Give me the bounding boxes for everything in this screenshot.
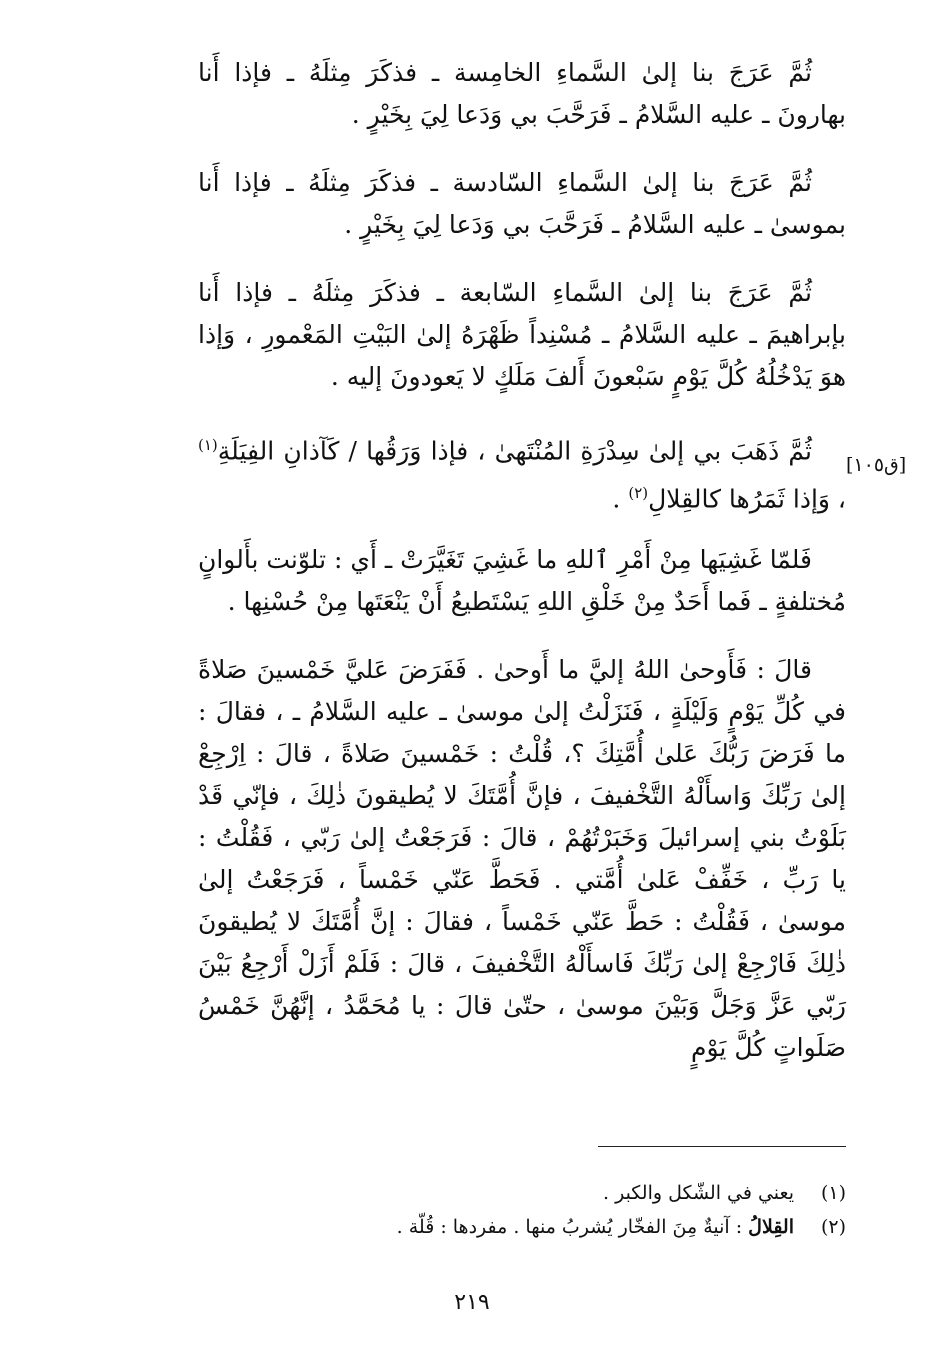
sidrah-text-b: ، وَإذا ثَمَرُها كالقِلالِ: [648, 484, 846, 514]
footnote-mark-2: (٢): [628, 484, 649, 503]
footnote-text: : آنيةٌ مِنَ الفخّار يُشربُ منها . مفردها : قُلّة .: [396, 1216, 743, 1238]
footnote-number: (١): [820, 1182, 846, 1204]
paragraph-colors: فَلمّا غَشِيَها مِنْ أَمْرِ ٱللهِ ما غَشِيَ تَغَيَّرَتْ ـ أَي : تلوّنت بأَلوانٍ مُختلفةٍ ـ فَما أَحَدٌ مِنْ خَلْقِ اللهِ يَسْتَطيعُ أَنْ يَنْعَتَها مِنْ حُسْنِها .: [198, 544, 846, 616]
footnote-term: القِلالُ: [748, 1216, 794, 1238]
paragraph-sixth-heaven: ثُمَّ عَرَجَ بنا إلىٰ السَّماءِ السّادسة ـ فذكَرَ مِثلَهُ ـ فإذا أَنا بموسىٰ ـ عليه السَّلامُ ـ فَرَحَّبَ بي وَدَعا لِيَ بِخَيْرٍ .: [198, 168, 846, 239]
footnote-mark-1: (١): [198, 436, 218, 454]
paragraph-fifth-heaven: ثُمَّ عَرَجَ بنا إلىٰ السَّماءِ الخامِسة ـ فذكَرَ مِثلَهُ ـ فإذا أَنا بهارونَ ـ عليه السَّلامُ ـ فَرَحَّبَ بي وَدَعا لِيَ بِخَيْرٍ .: [198, 58, 846, 129]
paragraph-sidrah-wrap: [198, 424, 846, 521]
paragraph-seventh-heaven: ثُمَّ عَرَجَ بنا إلىٰ السَّماءِ السّابعة ـ فذكَرَ مِثلَهُ ـ فإذا أَنا بإبراهيمَ ـ عليه السَّلامُ ـ مُسْنِداً ظَهْرَهُ إلىٰ البَيْتِ المَعْمورِ ، وَإذا هوَ يَدْخُلُهُ كُلَّ يَوْمٍ سَبْعونَ أَلفَ مَلَكٍ لا يَعودونَ إليه .: [198, 278, 846, 391]
footnote-1: [198, 1176, 846, 1210]
paragraph-sidrah: [198, 424, 846, 521]
sidrah-text-c: .: [612, 484, 629, 514]
footnote-2: [198, 1210, 846, 1244]
paragraph-prayers: قالَ : فَأَوحىٰ اللهُ إليَّ ما أَوحىٰ . فَفَرَضَ عَليَّ خَمْسينَ صَلاةً في كُلِّ يَوْمٍ وَلَيْلَةٍ ، فَنَزَلْتُ إلىٰ موسىٰ ـ عليه السَّلامُ ـ ، فقالَ : ما فَرَضَ رَبُّكَ عَلىٰ أُمَّتِكَ ؟، قُلْتُ : خَمْسينَ صَلاةً ، قالَ : اِرْجِعْ إلىٰ رَبِّكَ وَاسأَلْهُ التَّخْفيفَ ، فإنَّ أُمَّتَكَ لا يُطيقونَ ذٰلِكَ ، فإنّي قَدْ بَلَوْتُ بني إسرائيلَ وَخَبَرْتُهُمْ ، قالَ : فَرَجَعْتُ إلىٰ رَبّي ، فَقُلْتُ : يا رَبِّ ، خَفِّفْ عَلىٰ أُمَّتي . فَحَطَّ عَنّي خَمْساً ، فَرَجَعْتُ إلىٰ موسىٰ ، فَقُلْتُ : حَطَّ عَنّي خَمْساً ، فقالَ : إنَّ أُمَّتَكَ لا يُطيقونَ ذٰلِكَ فَارْجِعْ إلىٰ رَبِّكَ فَاسأَلْهُ التَّخْفيفَ ، قالَ : فَلَمْ أَزَلْ أَرْجِعُ بَيْنَ رَبّي عَزَّ وَجَلَّ وَبَيْنَ موسىٰ ، حتّىٰ قالَ : يا مُحَمَّدُ ، إنَّهُنَّ خَمْسُ صَلَواتٍ كُلَّ يَوْمٍ: [198, 654, 846, 1062]
manuscript-folio-note: [ق١٠٥]: [846, 454, 907, 476]
footnote-number: (٢): [820, 1216, 846, 1238]
footnote-divider: [598, 1146, 846, 1147]
main-text: [198, 52, 846, 1095]
page-number: ٢١٩: [454, 1290, 490, 1315]
footnote-text: يعني في الشّكل والكبر .: [603, 1182, 794, 1204]
footnotes: [198, 1176, 846, 1244]
sidrah-text-a: ثُمَّ ذَهَبَ بي إلىٰ سِدْرَةِ المُنْتَهىٰ ، فإذا وَرَقُها / كَآذانِ الفِيَلَةِ: [217, 436, 812, 466]
